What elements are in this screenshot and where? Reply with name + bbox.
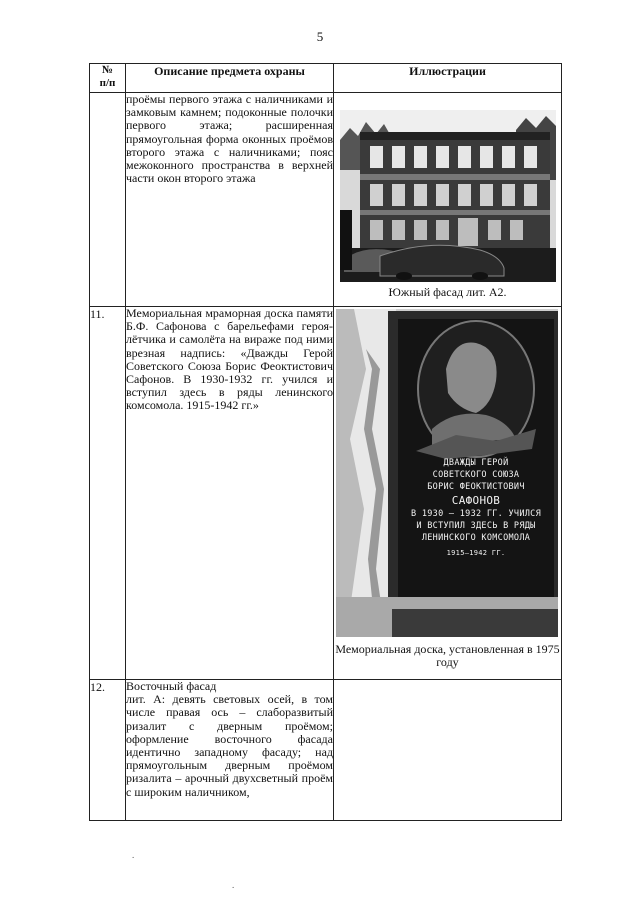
header-number-text: № п/п [99, 64, 116, 89]
row-description-text: лит. А: девять световых осей, в том числе правая ось – слаборазвитый ризалит с дверным проёмом; оформление восточного фасада идентично западному фасаду; над прямоугольным дверным проёмом ризалита – арочный двухсветный проём с широким наличником, [126, 692, 333, 799]
memorial-plaque-photo [336, 309, 558, 637]
table-row [90, 93, 562, 307]
row-number: 11. [90, 307, 126, 680]
illustration-cell [334, 307, 562, 680]
table-row [90, 680, 562, 821]
row-description: проёмы первого этажа с наличниками и замковым камнем; подоконные полочки первого этажа; расширенная прямоугольная форма оконных проёмов второго этажа с наличниками; пояс межоконного пространства в верхней части окон второго этажа [126, 93, 334, 307]
header-description: Описание предмета охраны [126, 64, 334, 93]
plaque-inscription [398, 457, 554, 559]
plaque-line: В 1930 – 1932 ГГ. УЧИЛСЯ [410, 509, 542, 519]
table-header [90, 64, 562, 93]
photo-caption: Мемориальная доска, установленная в 1975 году [335, 642, 560, 669]
illustration-cell [334, 93, 562, 307]
header-illustrations: Иллюстрации [334, 64, 562, 93]
row-description: Мемориальная мраморная доска памяти Б.Ф. Сафонова с барельефами героя-лётчика и самолёта на вираже под ними врезная надпись: «Дважды Герой Советского Союза Борис Феоктистович Сафонов. В 1930-1932 гг. учился и вступил здесь в ряды ленинского комсомола. 1915-1942 гг.» [126, 307, 334, 680]
plaque-line: ЛЕНИНСКОГО КОМСОМОЛА [421, 533, 531, 543]
plaque-line: 1915–1942 ГГ. [446, 549, 506, 557]
photo-caption: Южный фасад лит. А2. [388, 285, 507, 299]
table-row [90, 307, 562, 680]
row-number: 12. [90, 680, 126, 821]
row-description-title: Восточный фасад [126, 679, 217, 693]
row-description [126, 680, 334, 821]
page-number: 5 [316, 29, 324, 44]
footer-mark: . [132, 850, 135, 860]
row-number [90, 93, 126, 307]
plaque-line: САФОНОВ [451, 494, 501, 507]
footer-mark: . [232, 880, 235, 890]
header-number [90, 64, 126, 93]
plaque-line: ДВАЖДЫ ГЕРОЙ [443, 458, 509, 468]
protection-table [89, 63, 562, 821]
plaque-line: И ВСТУПИЛ ЗДЕСЬ В РЯДЫ [416, 521, 536, 531]
south-facade-photo [340, 110, 556, 282]
plaque-line: БОРИС ФЕОКТИСТОВИЧ [427, 482, 525, 492]
plaque-line: СОВЕТСКОГО СОЮЗА [432, 470, 520, 480]
illustration-cell [334, 680, 562, 821]
